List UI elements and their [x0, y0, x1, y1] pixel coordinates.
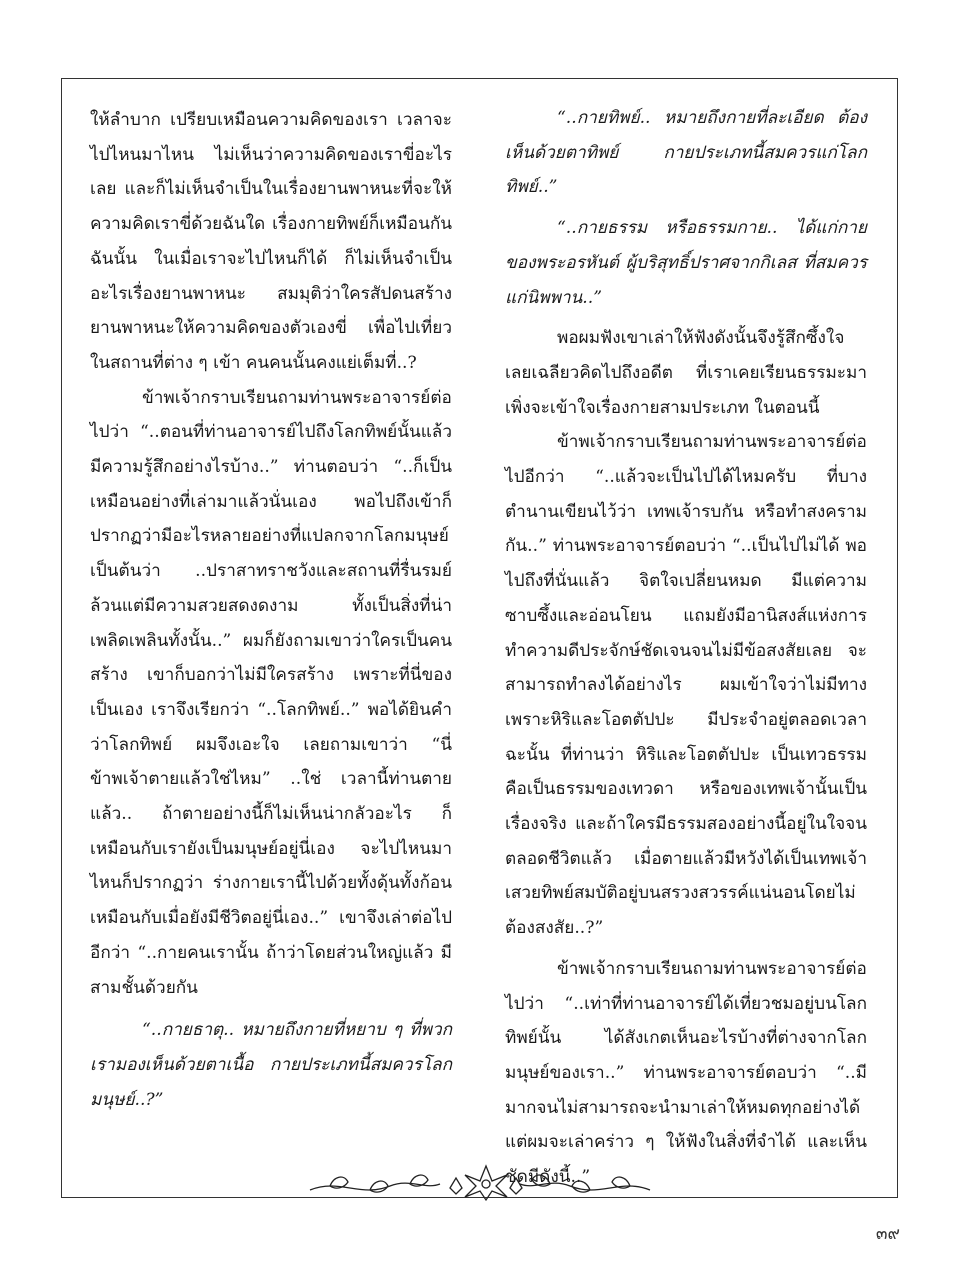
left-paragraph-2: ข้าพเจ้ากราบเรียนถามท่านพระอาจารย์ต่อไปว่า “..ตอนที่ท่านอาจารย์ไปถึงโลกทิพย์นั้นแล้ว มีความรู้สึกอย่างไรบ้าง..” ท่านตอบว่า “..ก็เป็นเหมือนอย่างที่เล่ามาแล้วนั่นเอง พอไปถึงเข้าก็ปรากฏว่ามีอะไรหลายอย่างที่แปลกจากโลกมนุษย์ เป็นต้นว่า ..ปราสาทราชวังและสถานที่รื่นรมย์ล้วนแต่มีความสวยสดงดงาม ทั้งเป็นสิ่งที่น่าเพลิดเพลินทั้งนั้น..” ผมก็ยังถามเขาว่าใครเป็นคนสร้าง เขาก็บอกว่าไม่มีใครสร้าง เพราะที่นี่ของเป็นเอง เราจึงเรียกว่า “..โลกทิพย์..” พอได้ยินคำว่าโลกทิพย์ ผมจึงเอะใจ เลยถามเขาว่า “นี่ข้าพเจ้าตายแล้วใช่ไหม” ..ใช่ เวลานี้ท่านตายแล้ว.. ถ้าตายอย่างนี้ก็ไม่เห็นน่ากลัวอะไร ก็เหมือนกับเรายังเป็นมนุษย์อยู่นี่เอง จะไปไหนมาไหนก็ปรากฏว่า ร่างกายเรานี้ไปด้วยทั้งดุ้นทั้งก้อน เหมือนกับเมื่อยังมีชีวิตอยู่นี่เอง..” เขาจึงเล่าต่อไปอีกว่า “..กายคนเรานั้น ถ้าว่าโดยส่วนใหญ่แล้ว มีสามชั้นด้วยกัน	[90, 387, 452, 998]
floral-ornament-icon	[300, 1160, 660, 1202]
right-paragraph-1: “..กายทิพย์.. หมายถึงกายที่ละเอียด ต้องเห็นด้วยตาทิพย์ กายประเภทนี้สมควรแก่โลกทิพย์..”	[505, 108, 867, 198]
right-paragraph-4: ข้าพเจ้ากราบเรียนถามท่านพระอาจารย์ต่อไปอีกว่า “..แล้วจะเป็นไปได้ไหมครับ ที่บางตำนานเขียนไว้ว่า เทพเจ้ารบกัน หรือทำสงครามกัน..” ท่านพระอาจารย์ตอบว่า “..เป็นไปไม่ได้ พอไปถึงที่นั่นแล้ว จิตใจเปลี่ยนหมด มีแต่ความซาบซึ้งและอ่อนโยน แถมยังมีอานิสงส์แห่งการทำความดีประจักษ์ชัดเจนจนไม่มีข้อสงสัยเลย จะสามารถทำลงได้อย่างไร ผมเข้าใจว่าไม่มีทาง เพราะหิริและโอตตัปปะ มีประจำอยู่ตลอดเวลา ฉะนั้น ที่ท่านว่า หิริและโอตตัปปะ เป็นเทวธรรม คือเป็นธรรมของเทวดา หรือของเทพเจ้านั้นเป็นเรื่องจริง และถ้าใครมีธรรมสองอย่างนี้อยู่ในใจจนตลอดชีวิตแล้ว เมื่อตายแล้วมีหวังได้เป็นเทพเจ้าเสวยทิพย์สมบัติอยู่บนสรวงสวรรค์แน่นอนโดยไม่ต้องสงสัย..?”	[505, 432, 867, 939]
right-paragraph-3: พอผมฟังเขาเล่าให้ฟังดังนั้นจึงรู้สึกซึ้งใจ เลยเฉลียวคิดไปถึงอดีต ที่เราเคยเรียนธรรมะมา เพิ่งจะเข้าใจเรื่องกายสามประเภท ในตอนนี้	[505, 328, 867, 418]
left-paragraph-1: ให้ลำบาก เปรียบเหมือนความคิดของเรา เวลาจะไปไหนมาไหน ไม่เห็นว่าความคิดของเราขี่อะไรเลย และก็ไม่เห็นจำเป็นในเรื่องยานพาหนะที่จะให้ความคิดเราขี่ด้วยฉันใด เรื่องกายทิพย์ก็เหมือนกันฉันนั้น ในเมื่อเราจะไปไหนก็ได้ ก็ไม่เห็นจำเป็นอะไรเรื่องยานพาหนะ สมมุติว่าใครสัปดนสร้างยานพาหนะให้ความคิดของตัวเองขี่ เพื่อไปเที่ยวในสถานที่ต่าง ๆ เข้า คนคนนั้นคงแย่เต็มที่..?	[90, 110, 452, 373]
right-column	[505, 101, 867, 1195]
left-paragraph-3: “..กายธาตุ.. หมายถึงกายที่หยาบ ๆ ที่พวกเรามองเห็นด้วยตาเนื้อ กายประเภทนี้สมควรโลกมนุษย์..?”	[90, 1020, 452, 1110]
right-paragraph-5: ข้าพเจ้ากราบเรียนถามท่านพระอาจารย์ต่อไปว่า “..เท่าที่ท่านอาจารย์ได้เที่ยวชมอยู่บนโลกทิพย์นั้น ได้สังเกตเห็นอะไรบ้างที่ต่างจากโลกมนุษย์ของเรา..” ท่านพระอาจารย์ตอบว่า “..มีมากจนไม่สามารถจะนำมาเล่าให้หมดทุกอย่างได้ แต่ผมจะเล่าคร่าว ๆ ให้ฟังในสิ่งที่จำได้ และเห็นชัดมีดังนี้..”	[505, 958, 867, 1188]
page-number: ๓๙	[875, 1224, 900, 1244]
left-column	[90, 103, 452, 1117]
right-paragraph-2: “..กายธรรม หรือธรรมกาย.. ได้แก่กายของพระอรหันต์ ผู้บริสุทธิ์ปราศจากกิเลส ที่สมควรแก่นิพพาน..”	[505, 218, 867, 308]
